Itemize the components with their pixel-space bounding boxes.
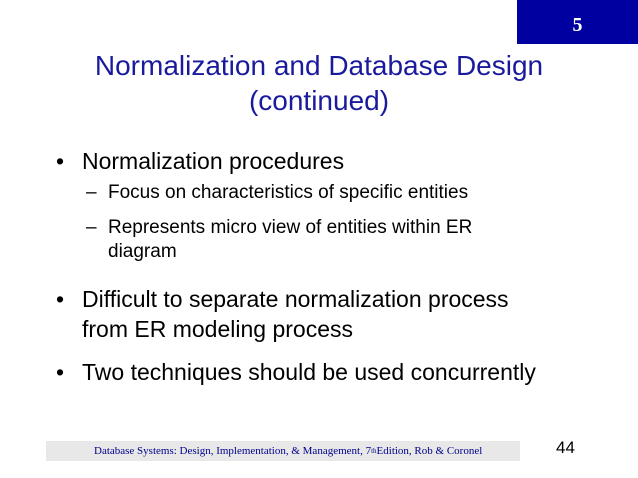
slide-title-line-2: (continued)	[248, 85, 390, 116]
footer-text-end: Edition, Rob & Coronel	[376, 445, 483, 457]
bullet-text: Difficult to separate normalization process	[82, 286, 509, 312]
bullet-marker: •	[56, 359, 65, 385]
sub-bullet-text-continued: diagram	[108, 241, 177, 262]
bullet-text: Two techniques should be used concurrently	[82, 359, 536, 385]
bullet-item	[56, 284, 509, 344]
sub-bullet-marker: –	[86, 217, 97, 238]
footer-text: Database Systems: Design, Implementation, & Management, 7	[94, 445, 372, 457]
bullet-text-continued: from ER modeling process	[82, 316, 353, 342]
page-number: 44	[556, 438, 575, 457]
bullet-marker: •	[56, 286, 65, 312]
sub-bullet-item	[86, 181, 469, 205]
sub-bullet-text: Focus on characteristics of specific entities	[108, 182, 469, 203]
sub-bullet-item	[86, 216, 473, 264]
bullet-text: Normalization procedures	[82, 148, 345, 174]
bullet-marker: •	[56, 148, 65, 174]
chapter-badge: 5	[517, 0, 638, 44]
bullet-item	[56, 146, 345, 176]
footer-citation: Database Systems: Design, Implementation, & Management, 7 th Edition, Rob & Coronel	[46, 441, 520, 461]
sub-bullet-text: Represents micro view of entities within ER	[108, 217, 473, 238]
slide-title-line-1: Normalization and Database Design	[94, 50, 544, 81]
bullet-item	[56, 357, 536, 387]
sub-bullet-marker: –	[86, 182, 97, 203]
